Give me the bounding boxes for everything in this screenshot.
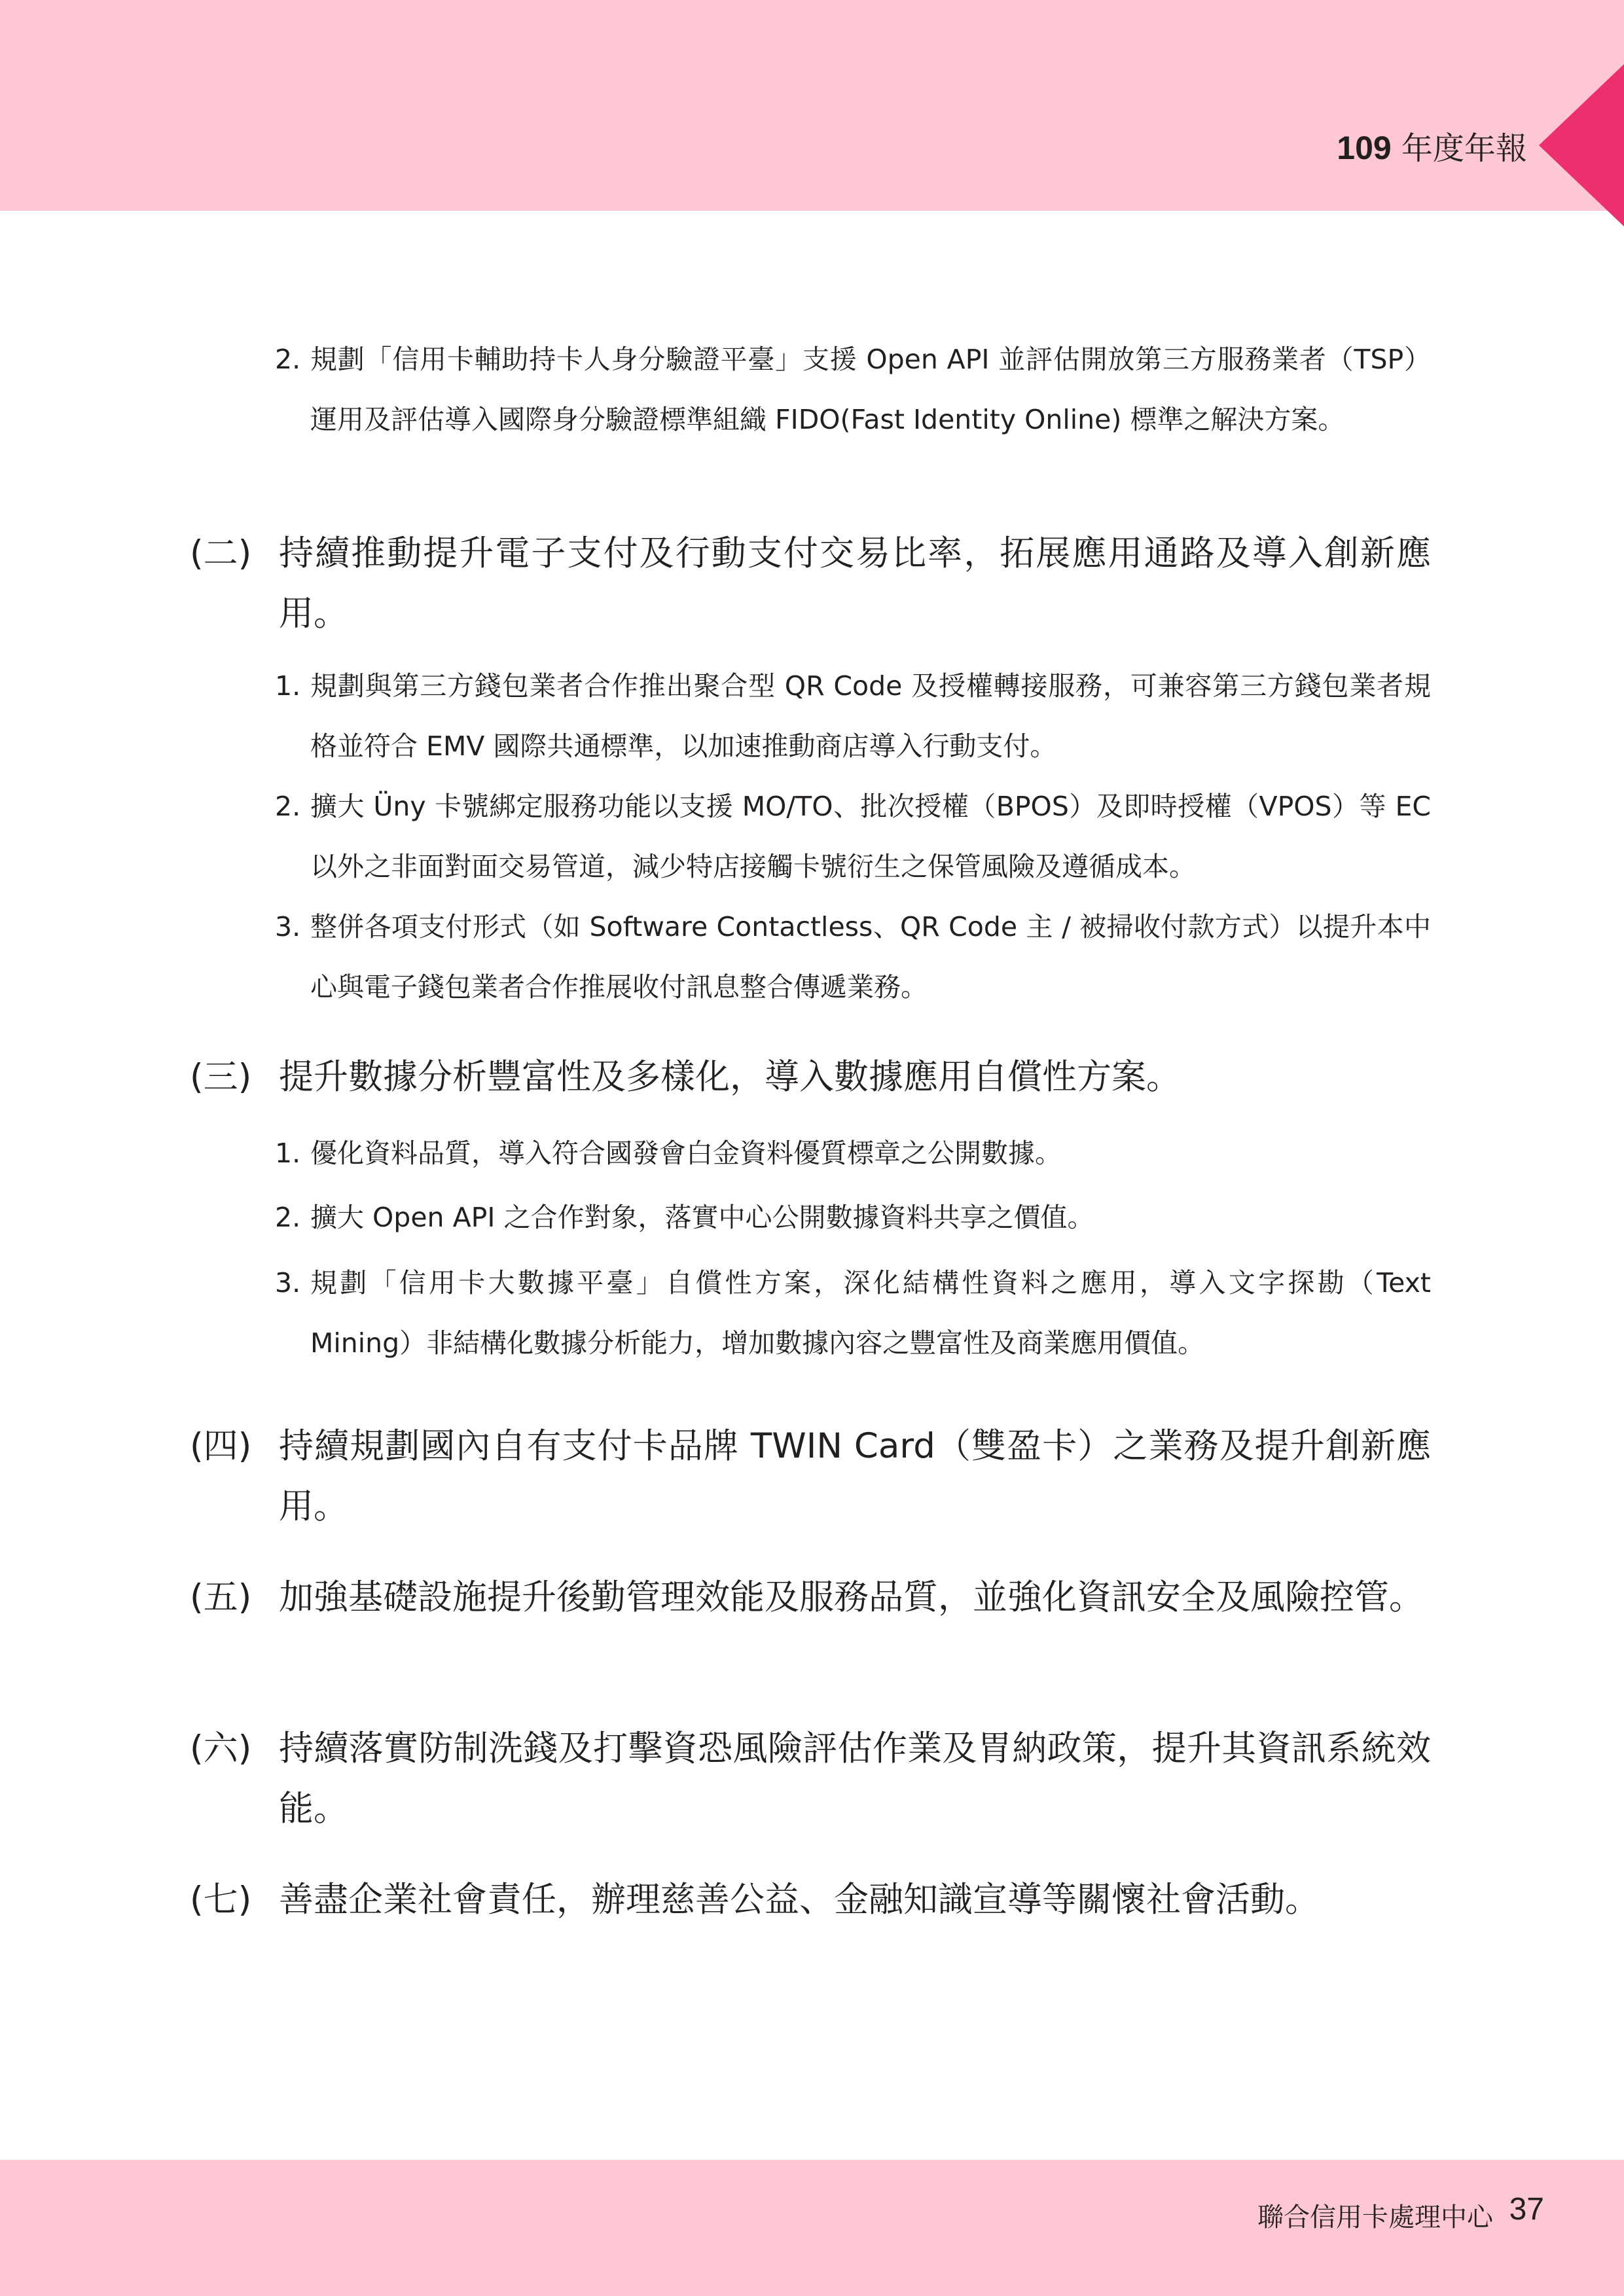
section-heading (190, 1416, 1431, 1537)
sub-item-text: 規劃「信用卡輔助持卡人身分驗證平臺」支援 Open API 並評估開放第三方服務業者（TSP）運用及評估導入國際身分驗證標準組織 FIDO(Fast Identity Online) 標準之解決方案。 (310, 344, 1431, 435)
section-heading (190, 1870, 1431, 1930)
section-label: (三) (190, 1057, 252, 1097)
section-text: 加強基礎設施提升後勤管理效能及服務品質，並強化資訊安全及風險控管。 (279, 1577, 1424, 1617)
section-heading (190, 1568, 1431, 1628)
sub-item-number: 3. (275, 1267, 301, 1299)
sub-item (275, 776, 1431, 897)
report-title-text: 年度年報 (1391, 130, 1527, 167)
sub-item-text: 擴大 Open API 之合作對象，落實中心公開數據資料共享之價值。 (310, 1202, 1094, 1233)
section-heading (190, 1047, 1431, 1107)
sub-item-number: 3. (275, 911, 301, 942)
section-heading (190, 1719, 1431, 1839)
sub-item (275, 1187, 1431, 1247)
sub-item-number: 2. (275, 1202, 301, 1233)
sub-item-text: 擴大 Üny 卡號綁定服務功能以支援 MO/TO、批次授權（BPOS）及即時授權（VPOS）等 EC 以外之非面對面交易管道，減少特店接觸卡號衍生之保管風險及遵循成本。 (310, 791, 1431, 882)
sub-item-number: 2. (275, 791, 301, 822)
section-label: (六) (190, 1729, 252, 1768)
section-text: 提升數據分析豐富性及多樣化，導入數據應用自償性方案。 (279, 1057, 1181, 1097)
sub-item-number: 2. (275, 344, 301, 375)
page-number: 37 (1509, 2192, 1544, 2227)
section-label: (二) (190, 533, 252, 573)
sub-item-text: 整併各項支付形式（如 Software Contactless、QR Code 主 / 被掃收付款方式）以提升本中心與電子錢包業者合作推展收付訊息整合傳遞業務。 (310, 911, 1431, 1003)
sub-item-text: 規劃「信用卡大數據平臺」自償性方案，深化結構性資料之應用，導入文字探勘（Text Mining）非結構化數據分析能力，增加數據內容之豐富性及商業應用價值。 (310, 1267, 1431, 1359)
section-text: 持續規劃國內自有支付卡品牌 TWIN Card（雙盈卡）之業務及提升創新應用。 (279, 1426, 1431, 1526)
sub-item (275, 1123, 1431, 1183)
report-title (1337, 123, 1527, 168)
footer-organization: 聯合信用卡處理中心 (1257, 2202, 1493, 2233)
corner-triangle-decoration (1539, 64, 1624, 226)
sub-item-text: 規劃與第三方錢包業者合作推出聚合型 QR Code 及授權轉接服務，可兼容第三方錢包業者規格並符合 EMV 國際共通標準，以加速推動商店導入行動支付。 (310, 670, 1431, 762)
section-label: (五) (190, 1577, 252, 1617)
sub-item (275, 1253, 1431, 1373)
section-text: 持續推動提升電子支付及行動支付交易比率，拓展應用通路及導入創新應用。 (279, 533, 1431, 634)
section-text: 持續落實防制洗錢及打擊資恐風險評估作業及胃納政策，提升其資訊系統效能。 (279, 1729, 1431, 1829)
section-label: (四) (190, 1426, 252, 1466)
report-year: 109 (1337, 130, 1392, 166)
section-label: (七) (190, 1880, 252, 1920)
header-band (0, 0, 1624, 211)
sub-item-text: 優化資料品質，導入符合國發會白金資料優質標章之公開數據。 (310, 1138, 1062, 1169)
section-text: 善盡企業社會責任，辦理慈善公益、金融知識宣導等關懷社會活動。 (279, 1880, 1320, 1920)
sub-item-number: 1. (275, 670, 301, 702)
sub-item (275, 897, 1431, 1017)
sub-item (275, 329, 1431, 450)
section-heading (190, 524, 1431, 644)
sub-item (275, 656, 1431, 776)
sub-item-number: 1. (275, 1138, 301, 1169)
